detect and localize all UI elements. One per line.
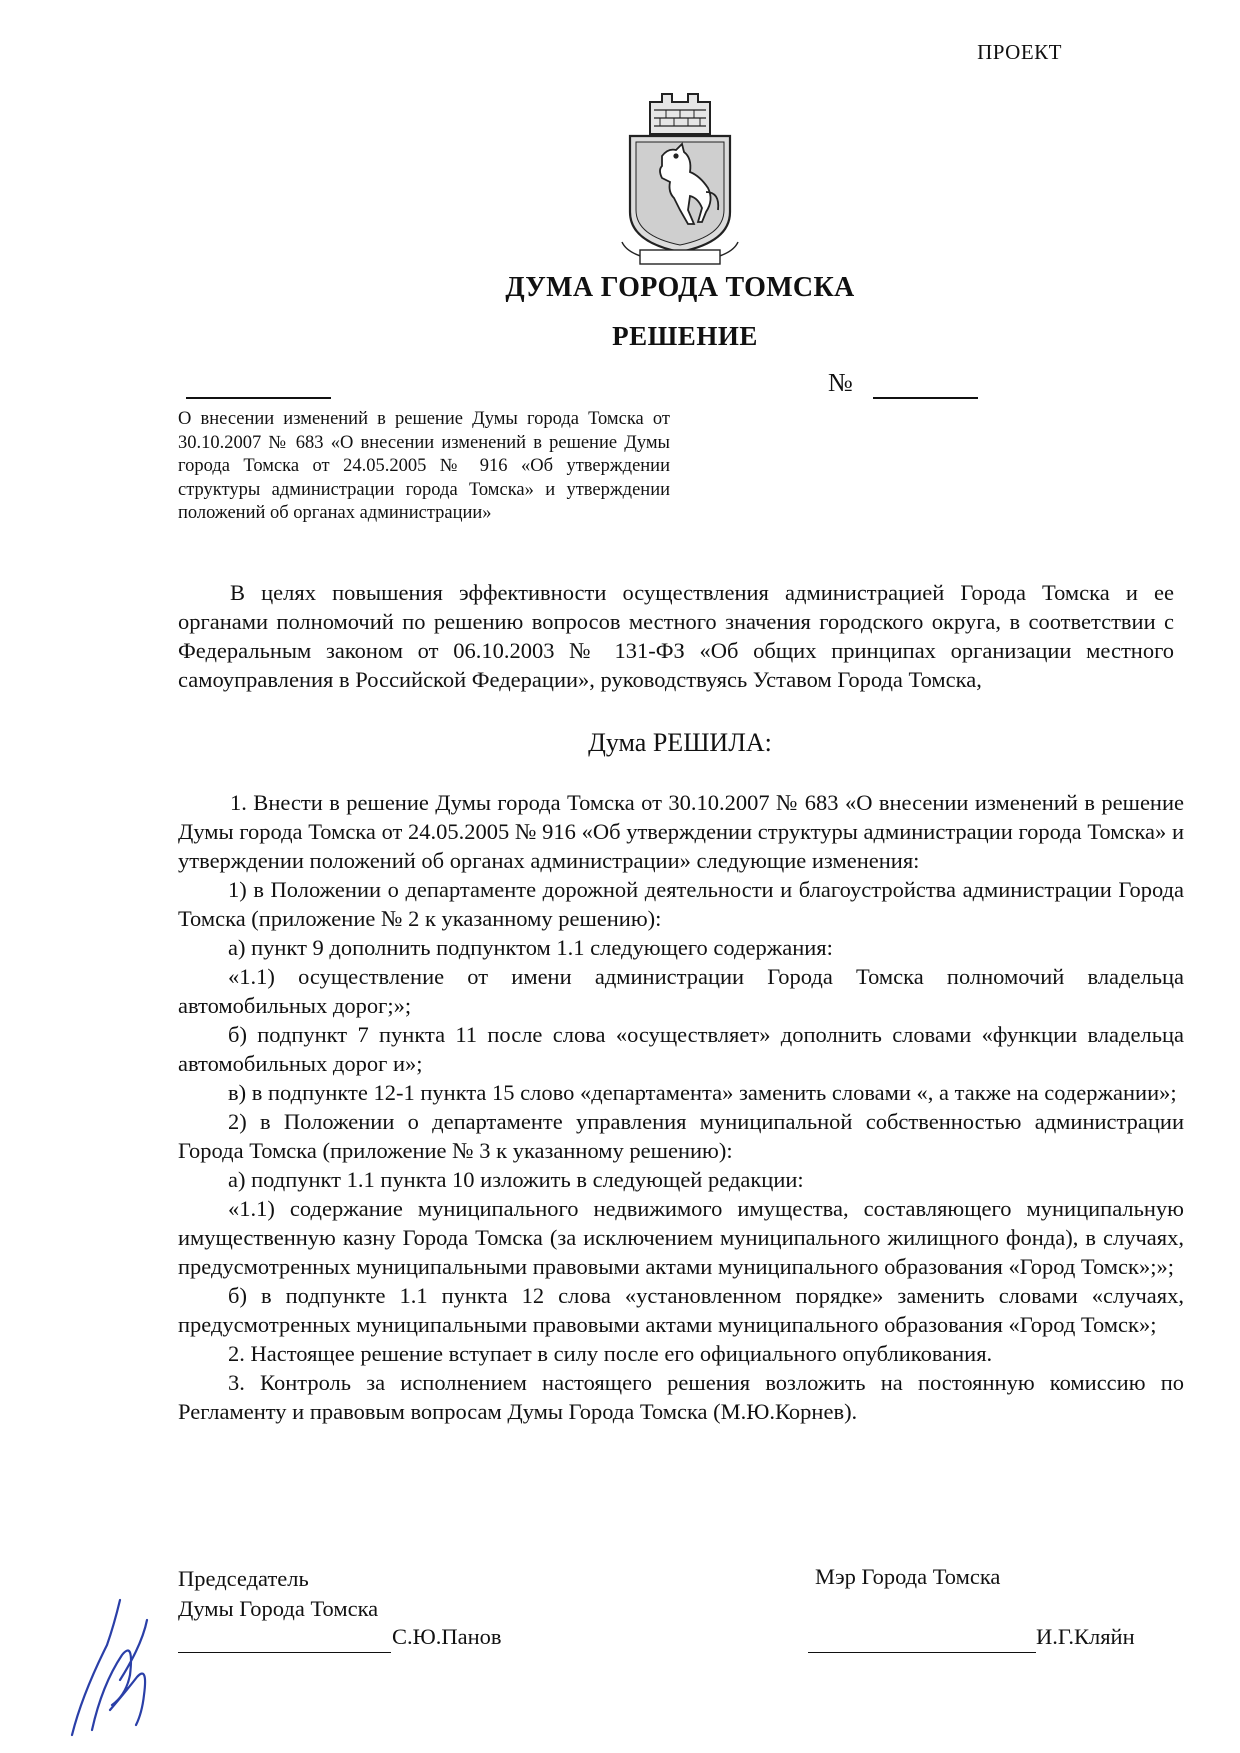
organization-title: ДУМА ГОРОДА ТОМСКА [505,272,855,303]
date-blank-line [186,375,331,399]
list-item: 1) в Положении о департаменте дорожной деятельности и благоустройства администрации Города Томска (приложение № 2 к указанному решению): [178,877,1184,931]
chairman-name: С.Ю.Панов [392,1624,502,1649]
chairman-title-line2: Думы Города Томска [178,1596,379,1621]
list-item: б) подпункт 7 пункта 11 после слова «осуществляет» дополнить словами «функции владельца автомобильных дорог и»; [178,1022,1184,1076]
mayor-title: Мэр Города Томска [815,1564,1001,1589]
decision-items [178,788,1184,1426]
list-item: 1. Внести в решение Думы города Томска от 30.10.2007 № 683 «О внесении изменений в решение Думы города Томска от 24.05.2005 № 916 «Об утверждении структуры администрации города Томска» и утверждении положений об органах администрации» следующие изменения: [178,790,1184,873]
list-item: в) в подпункте 12-1 пункта 15 слово «департамента» заменить словами «, а также на содержании»; [228,1080,1177,1105]
list-item: 3. Контроль за исполнением настоящего решения возложить на постоянную комиссию по Регламенту и правовым вопросам Думы Города Томска (М.Ю.Корнев). [178,1370,1184,1424]
number-label: № [828,368,853,397]
list-item: 2) в Положении о департаменте управления муниципальной собственностью администрации Города Томска (приложение № 3 к указанному решению): [178,1109,1184,1163]
mayor-name: И.Г.Кляйн [1036,1624,1135,1649]
list-item: 2. Настоящее решение вступает в силу после его официального опубликования. [228,1341,993,1366]
coat-of-arms-icon [610,92,750,272]
list-item: б) в подпункте 1.1 пункта 12 слова «установленном порядке» заменить словами «случаях, предусмотренных муниципальными правовыми актами муниципального образования «Город Томск»; [178,1283,1184,1337]
decision-subject: О внесении изменений в решение Думы города Томска от 30.10.2007 № 683 «О внесении изменений в решение Думы города Томска от 24.05.2005 № 916 «Об утверждении структуры администрации города Томска» и утверждении положений об органах администрации» [178,409,670,523]
draft-stamp: ПРОЕКТ [977,40,1062,64]
document-type: РЕШЕНИЕ [612,321,758,351]
mayor-signature-line [808,1624,1036,1653]
number-blank-line [873,375,978,399]
list-item: «1.1) осуществление от имени администрации Города Томска полномочий владельца автомобильных дорог;»; [178,964,1184,1018]
chairman-block [178,1564,378,1624]
handwritten-signature-icon [52,1585,162,1740]
list-item: а) пункт 9 дополнить подпунктом 1.1 следующего содержания: [228,935,833,960]
chairman-signature-line [178,1624,391,1653]
list-item: а) подпункт 1.1 пункта 10 изложить в следующей редакции: [228,1167,804,1192]
preamble [178,578,1174,694]
decision-heading: Дума РЕШИЛА: [588,728,772,757]
preamble-text: В целях повышения эффективности осуществления администрацией Города Томска и ее органами полномочий по решению вопросов местного значения городского округа, в соответствии с Федеральным законом от 06.10.2003 № 131-ФЗ «Об общих принципах организации местного самоуправления в Российской Федерации», руководствуясь Уставом Города Томска, [178,580,1174,692]
list-item: «1.1) содержание муниципального недвижимого имущества, составляющего муниципальную имущественную казну Города Томска (за исключением муниципального жилищного фонда), в случаях, предусмотренных муниципальными правовыми актами муниципального образования «Город Томск»;»; [178,1196,1184,1279]
chairman-title-line1: Председатель [178,1566,309,1591]
